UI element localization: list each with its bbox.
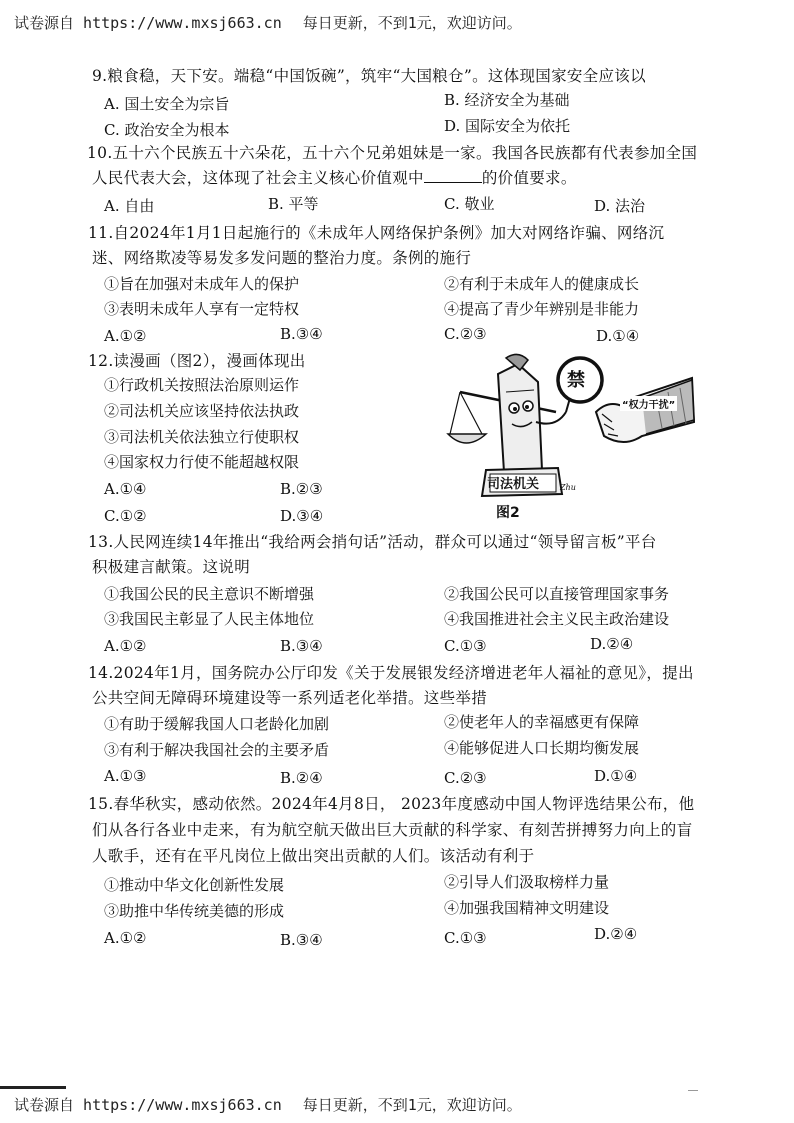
q12-statement-3: ③司法机关依法独立行使职权	[104, 428, 300, 446]
q11-statement-4: ④提高了青少年辨别是非能力	[444, 300, 640, 318]
q14-option-c: C.②③	[444, 769, 487, 787]
q15-statement-2: ②引导人们汲取榜样力量	[444, 873, 610, 891]
q11-option-a: A.①②	[104, 327, 147, 345]
q13-statement-2: ②我国公民可以直接管理国家事务	[444, 585, 670, 603]
q11-statement-2: ②有利于未成年人的健康成长	[444, 275, 640, 293]
q11-statement-1: ①旨在加强对未成年人的保护	[104, 275, 300, 293]
q14-statement-2: ②使老年人的幸福感更有保障	[444, 713, 640, 731]
q15-option-c: C.①③	[444, 929, 487, 947]
footer-url[interactable]: https://www.mxsj663.cn	[83, 1096, 282, 1114]
q14-option-a: A.①③	[104, 767, 147, 785]
header-url[interactable]: https://www.mxsj663.cn	[83, 14, 282, 32]
q15-stem-line2: 们从各行各业中走来，有为航空航天做出巨大贡献的科学家、有刻苦拼搏努力向上的盲	[92, 821, 693, 839]
q10-stem-line2	[92, 168, 577, 188]
scan-mark	[688, 1090, 698, 1091]
q15-statement-4: ④加强我国精神文明建设	[444, 899, 610, 917]
q10-option-d: D. 法治	[594, 197, 646, 215]
footer-banner	[14, 1094, 522, 1115]
figure-caption: 图2	[496, 505, 520, 521]
q9-option-a: A. 国土安全为宗旨	[104, 95, 230, 113]
q9-option-c: C. 政治安全为根本	[104, 121, 230, 139]
q9-stem: 9.粮食稳，天下安。端稳“中国饭碗”，筑牢“大国粮仓”。这体现国家安全应该以	[92, 67, 646, 85]
q14-statement-3: ③有利于解决我国社会的主要矛盾	[104, 741, 330, 759]
q15-option-a: A.①②	[104, 929, 147, 947]
q10-stem-before-blank: 人民代表大会，这体现了社会主义核心价值观中	[92, 169, 424, 187]
footer-source-label: 试卷源自	[14, 1096, 75, 1114]
q13-stem-line2: 积极建言献策。这说明	[92, 558, 251, 576]
header-note: 每日更新，不到1元，欢迎访问。	[302, 14, 522, 32]
header-banner	[14, 12, 522, 33]
q12-stem: 12.读漫画（图2），漫画体现出	[88, 352, 306, 370]
q11-stem-line2: 迷、网络欺凌等易发多发问题的整治力度。条例的施行	[92, 249, 472, 267]
q12-option-a: A.①④	[104, 480, 147, 498]
q15-stem-line3: 人歌手，还有在平凡岗位上做出突出贡献的人们。该活动有利于	[92, 847, 535, 865]
q15-option-b: B.③④	[280, 931, 323, 949]
q12-statement-1: ①行政机关按照法治原则运作	[104, 376, 300, 394]
q10-stem-line1: 10.五十六个民族五十六朵花，五十六个兄弟姐妹是一家。我国各民族都有代表参加全国	[87, 144, 698, 162]
q10-option-c: C. 敬业	[444, 195, 495, 213]
q10-option-a: A. 自由	[104, 197, 155, 215]
q14-option-d: D.①④	[594, 767, 638, 785]
q13-stem-line1: 13.人民网连续14年推出“我给两会捎句话”活动，群众可以通过“领导留言板”平台	[88, 533, 657, 551]
q13-statement-4: ④我国推进社会主义民主政治建设	[444, 610, 670, 628]
q11-stem-line1: 11.自2024年1月1日起施行的《未成年人网络保护条例》加大对网络诈骗、网络沉	[88, 224, 665, 242]
q15-statement-1: ①推动中华文化创新性发展	[104, 876, 285, 894]
power-interference-label: “权力干扰”	[620, 396, 677, 411]
scan-mark	[0, 1086, 66, 1089]
q12-option-b: B.②③	[280, 480, 323, 498]
q9-option-b: B. 经济安全为基础	[444, 91, 570, 109]
q15-option-d: D.②④	[594, 925, 638, 943]
q14-option-b: B.②④	[280, 769, 323, 787]
q15-statement-3: ③助推中华传统美德的形成	[104, 902, 285, 920]
answer-blank	[424, 168, 482, 183]
q10-stem-after-blank: 的价值要求。	[481, 169, 577, 187]
q14-statement-4: ④能够促进人口长期均衡发展	[444, 739, 640, 757]
q9-option-d: D. 国际安全为依托	[444, 117, 571, 135]
q14-statement-1: ①有助于缓解我国人口老龄化加剧	[104, 715, 330, 733]
q11-option-d: D.①④	[596, 327, 640, 345]
q10-option-b: B. 平等	[268, 195, 319, 213]
q13-option-d: D.②④	[590, 635, 634, 653]
artist-signature: Zhu	[560, 483, 576, 492]
q11-option-c: C.②③	[444, 325, 487, 343]
q15-stem-line1: 15.春华秋实，感动依然。2024年4月8日， 2023年度感动中国人物评选结果公布，他	[88, 795, 695, 813]
q12-statement-4: ④国家权力行使不能超越权限	[104, 453, 300, 471]
prohibition-sign: 禁	[567, 370, 585, 391]
q13-option-b: B.③④	[280, 637, 323, 655]
q14-stem-line1: 14.2024年1月，国务院办公厅印发《关于发展银发经济增进老年人福祉的意见》，提出	[88, 664, 694, 682]
q12-option-d: D.③④	[280, 507, 324, 525]
header-source-label: 试卷源自	[14, 14, 75, 32]
judicial-organ-label: 司法机关	[487, 477, 540, 492]
q12-option-c: C.①②	[104, 507, 147, 525]
q13-option-a: A.①②	[104, 637, 147, 655]
q12-statement-2: ②司法机关应该坚持依法执政	[104, 402, 300, 420]
q11-statement-3: ③表明未成年人享有一定特权	[104, 300, 300, 318]
q14-stem-line2: 公共空间无障碍环境建设等一系列适老化举措。这些举措	[92, 689, 488, 707]
q13-statement-1: ①我国公民的民主意识不断增强	[104, 585, 315, 603]
q13-option-c: C.①③	[444, 637, 487, 655]
q11-option-b: B.③④	[280, 325, 323, 343]
footer-note: 每日更新，不到1元，欢迎访问。	[302, 1096, 522, 1114]
q13-statement-3: ③我国民主彰显了人民主体地位	[104, 610, 315, 628]
